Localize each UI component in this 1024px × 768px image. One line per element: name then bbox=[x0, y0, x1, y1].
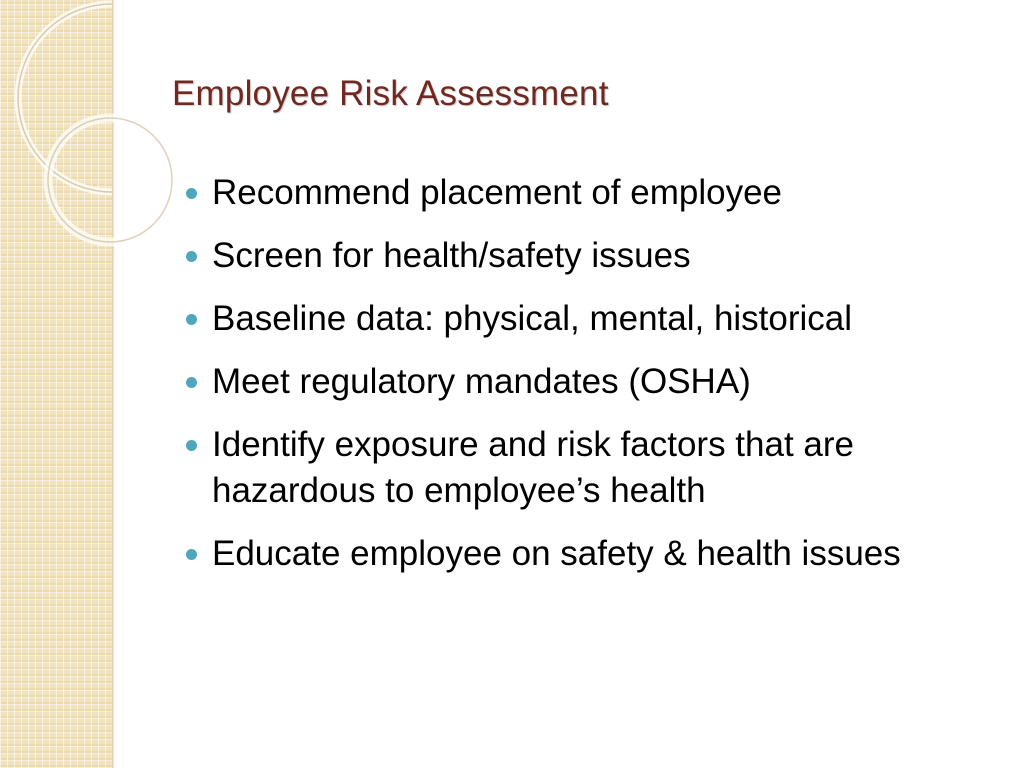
bullet-text: Screen for health/safety issues bbox=[212, 236, 691, 275]
bullet-dot-icon bbox=[186, 549, 197, 560]
bullet-list bbox=[186, 170, 1006, 594]
bullet-dot-icon bbox=[186, 251, 197, 262]
side-decorative-band bbox=[0, 0, 112, 768]
bullet-text: Identify exposure and risk factors that are hazardous to employee’s health bbox=[212, 425, 854, 510]
bullet-text: Baseline data: physical, mental, historical bbox=[212, 299, 853, 338]
bullet-item bbox=[186, 296, 1006, 342]
bullet-text: Recommend placement of employee bbox=[212, 173, 783, 212]
slide-title: Employee Risk Assessment bbox=[172, 74, 609, 113]
bullet-dot-icon bbox=[186, 440, 197, 451]
bullet-item bbox=[186, 233, 1006, 279]
bullet-item bbox=[186, 359, 1006, 405]
side-band-edge bbox=[112, 0, 115, 768]
bullet-item bbox=[186, 531, 1006, 577]
bullet-dot-icon bbox=[186, 314, 197, 325]
bullet-text: Meet regulatory mandates (OSHA) bbox=[212, 362, 751, 401]
bullet-text: Educate employee on safety & health issues bbox=[212, 534, 901, 573]
bullet-item bbox=[186, 422, 1006, 514]
bullet-dot-icon bbox=[186, 188, 197, 199]
bullet-dot-icon bbox=[186, 377, 197, 388]
bullet-item bbox=[186, 170, 1006, 216]
